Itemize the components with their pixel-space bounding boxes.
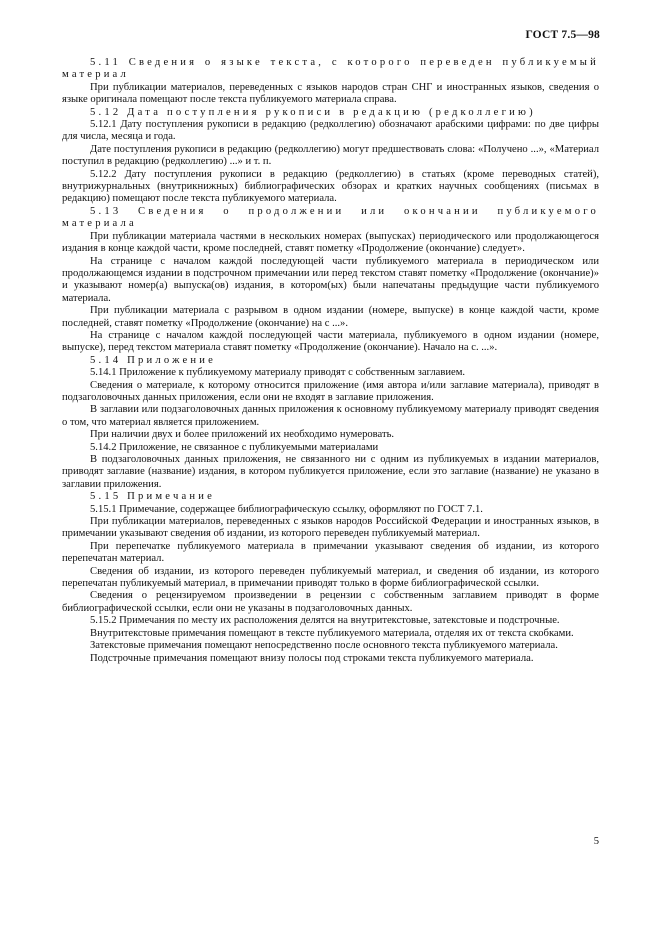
section-heading: 5.15 Примечание bbox=[90, 491, 216, 503]
paragraph: Сведения о материале, к которому относится приложение (имя автора и/или заглавие материала), приводят в подзаголовочных данных приложения, если они не входят в заглавие приложения. bbox=[62, 379, 599, 403]
section-heading: 5.14 Приложение bbox=[90, 354, 217, 366]
section-heading: 5.12 Дата поступления рукописи в редакцию (редколлегию) bbox=[90, 106, 536, 118]
page-number: 5 bbox=[593, 836, 599, 847]
paragraph: На странице с началом каждой последующей части материала, публикуемого в одном издании (номере, выпуске), перед текстом материала ставят пометку «Продолжение (окончание). Начало на с. ...». bbox=[62, 329, 599, 354]
paragraph: 5.15.1 Примечание, содержащее библиографическую ссылку, оформляют по ГОСТ 7.1. bbox=[90, 503, 483, 515]
paragraph: 5.14.1 Приложение к публикуемому материалу приводят с собственным заглавием. bbox=[90, 367, 466, 379]
paragraph: В подзаголовочных данных приложения, не связанного ни с одним из публикуемых в издании материалов, приводят заглавие (название) издания, в котором публикуется приложение, если это заглавие (название) не указано в заглавии приложения. bbox=[62, 454, 599, 490]
paragraph: При публикации материала частями в нескольких номерах (выпусках) периодического или продолжающегося издания в конце каждой части, кроме последней, ставят пометку «Продолжение (окончание) следует». bbox=[62, 230, 599, 255]
paragraph: Внутритекстовые примечания помещают в тексте публикуемого материала, отделяя их от текста скобками. bbox=[90, 627, 574, 639]
body-text bbox=[62, 57, 599, 665]
paragraph: Подстрочные примечания помещают внизу полосы под строками текста публикуемого материала. bbox=[90, 652, 534, 664]
section-heading: 5.11 Сведения о языке текста, с которого переведен публикуемый материал bbox=[62, 57, 599, 81]
paragraph: 5.14.2 Приложение, не связанное с публикуемыми материалами bbox=[90, 441, 379, 453]
paragraph: Дате поступления рукописи в редакцию (редколлегию) могут предшествовать слова: «Получено ...», «Материал поступил в редакцию (редколлегию) ...» и т. п. bbox=[62, 143, 599, 168]
paragraph: На странице с началом каждой последующей части публикуемого материала в периодическом или продолжающемся издании в подстрочном примечании или перед текстом ставят пометку «Продолжение (окончание)» и указывают номер(а) выпуска(ов) издания, в котором(ых) были напечатаны предыдущие части публикуемого материала. bbox=[62, 255, 599, 304]
paragraph: При публикации материалов, переведенных с языков народов Российской Федерации и иностранных языков, в примечании указывают сведения об издании, из которого переведен публикуемый материал. bbox=[62, 516, 599, 540]
standard-code: ГОСТ 7.5—98 bbox=[525, 29, 600, 41]
paragraph: В заглавии или подзаголовочных данных приложения к основному публикуемому материалу приводят сведения о том, что материал является приложением. bbox=[62, 404, 599, 428]
paragraph: 5.15.2 Примечания по месту их расположения делятся на внутритекстовые, затекстовые и подстрочные. bbox=[90, 615, 560, 627]
paragraph: Сведения об издании, из которого переведен публикуемый материал, и сведения об издании, из которого перепечатан публикуемый материал, в примечании приводят только в форме библиографической ссылки. bbox=[62, 565, 599, 590]
paragraph: При наличии двух и более приложений их необходимо нумеровать. bbox=[90, 429, 395, 441]
section-heading: 5.13 Сведения о продолжении или окончании публикуемого материала bbox=[62, 205, 599, 230]
paragraph: 5.12.1 Дату поступления рукописи в редакцию (редколлегию) обозначают арабскими цифрами: по две цифры для числа, месяца и года. bbox=[62, 119, 599, 143]
paragraph: 5.12.2 Дату поступления рукописи в редакцию (редколлегию) в статьях (кроме переводных статей), внутрижурнальных (внутрикнижных) библиографических обзорах и кратких научных сообщениях (письмах в редакцию) помещают после текста публикуемого материала. bbox=[62, 168, 599, 205]
paragraph: Затекстовые примечания помещают непосредственно после основного текста публикуемого материала. bbox=[90, 640, 558, 652]
paragraph: При публикации материала с разрывом в одном издании (номере, выпуске) в конце каждой части, кроме последней, ставят пометку «Продолжение (окончание) на с ...». bbox=[62, 305, 599, 329]
paragraph: При перепечатке публикуемого материала в примечании указывают сведения об издании, из которого перепечатан материал. bbox=[62, 540, 599, 565]
paragraph: Сведения о рецензируемом произведении в рецензии с собственным заглавием приводят в форме библиографической ссылки, если они не указаны в подзаголовочных данных. bbox=[62, 590, 599, 614]
paragraph: При публикации материалов, переведенных с языков народов стран СНГ и иностранных языков, сведения о языке оригинала помещают после текста публикуемого материала справа. bbox=[62, 81, 599, 106]
